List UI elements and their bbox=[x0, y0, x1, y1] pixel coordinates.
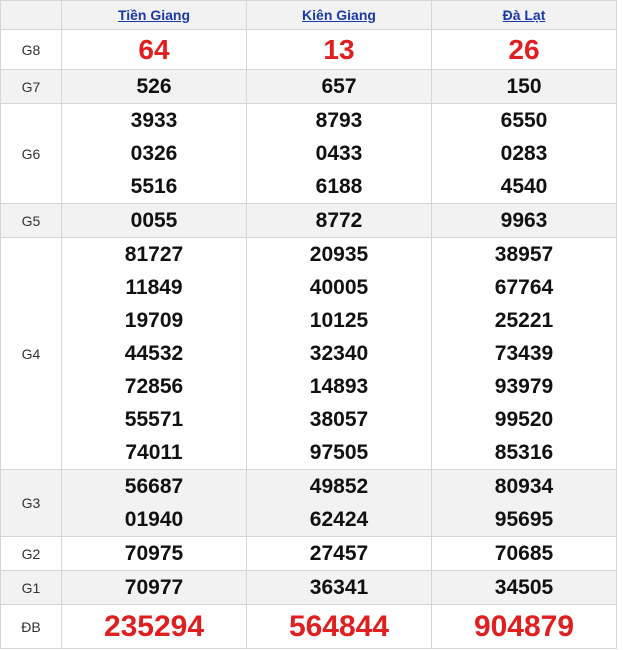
prize-number: 6550 bbox=[500, 109, 548, 132]
prize-cell bbox=[432, 70, 617, 104]
prize-number: 14893 bbox=[309, 375, 369, 398]
province-header bbox=[62, 1, 247, 30]
prize-number: 150 bbox=[506, 75, 542, 98]
province-link[interactable]: Kiên Giang bbox=[302, 7, 376, 23]
prize-cell bbox=[247, 571, 432, 605]
prize-number: 5516 bbox=[130, 175, 178, 198]
prize-cell bbox=[62, 470, 247, 537]
prize-number: 6188 bbox=[315, 175, 363, 198]
prize-number: 70977 bbox=[124, 576, 184, 599]
prize-number: 20935 bbox=[309, 243, 369, 266]
prize-cell bbox=[432, 30, 617, 70]
province-header bbox=[432, 1, 617, 30]
prize-row-g3 bbox=[1, 470, 617, 537]
prize-cell bbox=[62, 605, 247, 649]
prize-row-g1 bbox=[1, 571, 617, 605]
prize-label: G4 bbox=[1, 238, 62, 470]
prize-number: 10125 bbox=[309, 309, 369, 332]
prize-label: ĐB bbox=[1, 605, 62, 649]
prize-number: 95695 bbox=[494, 508, 554, 531]
prize-number: 8772 bbox=[315, 209, 363, 232]
prize-cell bbox=[432, 470, 617, 537]
prize-label: G5 bbox=[1, 204, 62, 238]
prize-number: 64 bbox=[138, 34, 170, 65]
prize-cell bbox=[432, 605, 617, 649]
header-row bbox=[1, 1, 617, 30]
prize-label: G2 bbox=[1, 537, 62, 571]
prize-number: 81727 bbox=[124, 243, 184, 266]
prize-number: 55571 bbox=[124, 408, 184, 431]
prize-label: G1 bbox=[1, 571, 62, 605]
prize-cell bbox=[247, 605, 432, 649]
prize-cell bbox=[432, 204, 617, 238]
prize-cell bbox=[62, 70, 247, 104]
prize-number: 0055 bbox=[130, 209, 178, 232]
prize-number: 526 bbox=[136, 75, 172, 98]
prize-number: 657 bbox=[321, 75, 357, 98]
prize-cell bbox=[247, 70, 432, 104]
prize-number: 38957 bbox=[494, 243, 554, 266]
province-link[interactable]: Tiền Giang bbox=[117, 7, 191, 23]
prize-cell bbox=[62, 537, 247, 571]
prize-number: 99520 bbox=[494, 408, 554, 431]
prize-cell bbox=[62, 104, 247, 204]
prize-cell bbox=[62, 30, 247, 70]
prize-number: 56687 bbox=[124, 475, 184, 498]
prize-row-g4 bbox=[1, 238, 617, 470]
prize-number: 73439 bbox=[494, 342, 554, 365]
prize-number: 38057 bbox=[309, 408, 369, 431]
prize-cell bbox=[247, 470, 432, 537]
province-link[interactable]: Đà Lạt bbox=[502, 7, 546, 23]
prize-number: 72856 bbox=[124, 375, 184, 398]
prize-number: 49852 bbox=[309, 475, 369, 498]
prize-number: 11849 bbox=[125, 276, 183, 299]
prize-cell bbox=[247, 238, 432, 470]
prize-number: 8793 bbox=[315, 109, 363, 132]
prize-number: 0326 bbox=[130, 142, 178, 165]
province-header bbox=[247, 1, 432, 30]
prize-cell bbox=[432, 571, 617, 605]
prize-number: 4540 bbox=[500, 175, 548, 198]
prize-number: 70975 bbox=[124, 542, 184, 565]
prize-row-g5 bbox=[1, 204, 617, 238]
prize-cell bbox=[247, 104, 432, 204]
special-prize-number: 904879 bbox=[473, 610, 575, 643]
prize-number: 44532 bbox=[124, 342, 184, 365]
prize-number: 70685 bbox=[494, 542, 554, 565]
prize-number: 85316 bbox=[494, 441, 554, 464]
prize-number: 62424 bbox=[309, 508, 369, 531]
prize-cell bbox=[247, 537, 432, 571]
prize-number: 3933 bbox=[130, 109, 178, 132]
prize-number: 26 bbox=[508, 34, 540, 65]
prize-row-g8 bbox=[1, 30, 617, 70]
prize-cell bbox=[62, 571, 247, 605]
prize-number: 9963 bbox=[500, 209, 548, 232]
prize-cell bbox=[62, 204, 247, 238]
prize-number: 67764 bbox=[494, 276, 554, 299]
prize-cell bbox=[62, 238, 247, 470]
prize-row-g6 bbox=[1, 104, 617, 204]
special-prize-number: 564844 bbox=[288, 610, 390, 643]
prize-cell bbox=[432, 537, 617, 571]
prize-number: 74011 bbox=[125, 441, 183, 464]
prize-cell bbox=[247, 204, 432, 238]
prize-label: G6 bbox=[1, 104, 62, 204]
header-corner bbox=[1, 1, 62, 30]
prize-row-g7 bbox=[1, 70, 617, 104]
prize-number: 19709 bbox=[124, 309, 184, 332]
prize-number: 36341 bbox=[309, 576, 369, 599]
prize-number: 80934 bbox=[494, 475, 554, 498]
prize-number: 13 bbox=[323, 34, 355, 65]
prize-number: 93979 bbox=[494, 375, 554, 398]
prize-number: 27457 bbox=[309, 542, 369, 565]
prize-label: G7 bbox=[1, 70, 62, 104]
prize-number: 25221 bbox=[494, 309, 554, 332]
prize-label: G8 bbox=[1, 30, 62, 70]
prize-number: 32340 bbox=[309, 342, 369, 365]
prize-label: G3 bbox=[1, 470, 62, 537]
prize-number: 01940 bbox=[124, 508, 184, 531]
prize-cell bbox=[432, 104, 617, 204]
prize-number: 0283 bbox=[500, 142, 548, 165]
prize-cell bbox=[247, 30, 432, 70]
prize-row-special bbox=[1, 605, 617, 649]
prize-row-g2 bbox=[1, 537, 617, 571]
prize-number: 0433 bbox=[315, 142, 363, 165]
prize-number: 97505 bbox=[309, 441, 369, 464]
prize-number: 40005 bbox=[309, 276, 369, 299]
prize-cell bbox=[432, 238, 617, 470]
prize-number: 34505 bbox=[494, 576, 554, 599]
special-prize-number: 235294 bbox=[103, 610, 205, 643]
